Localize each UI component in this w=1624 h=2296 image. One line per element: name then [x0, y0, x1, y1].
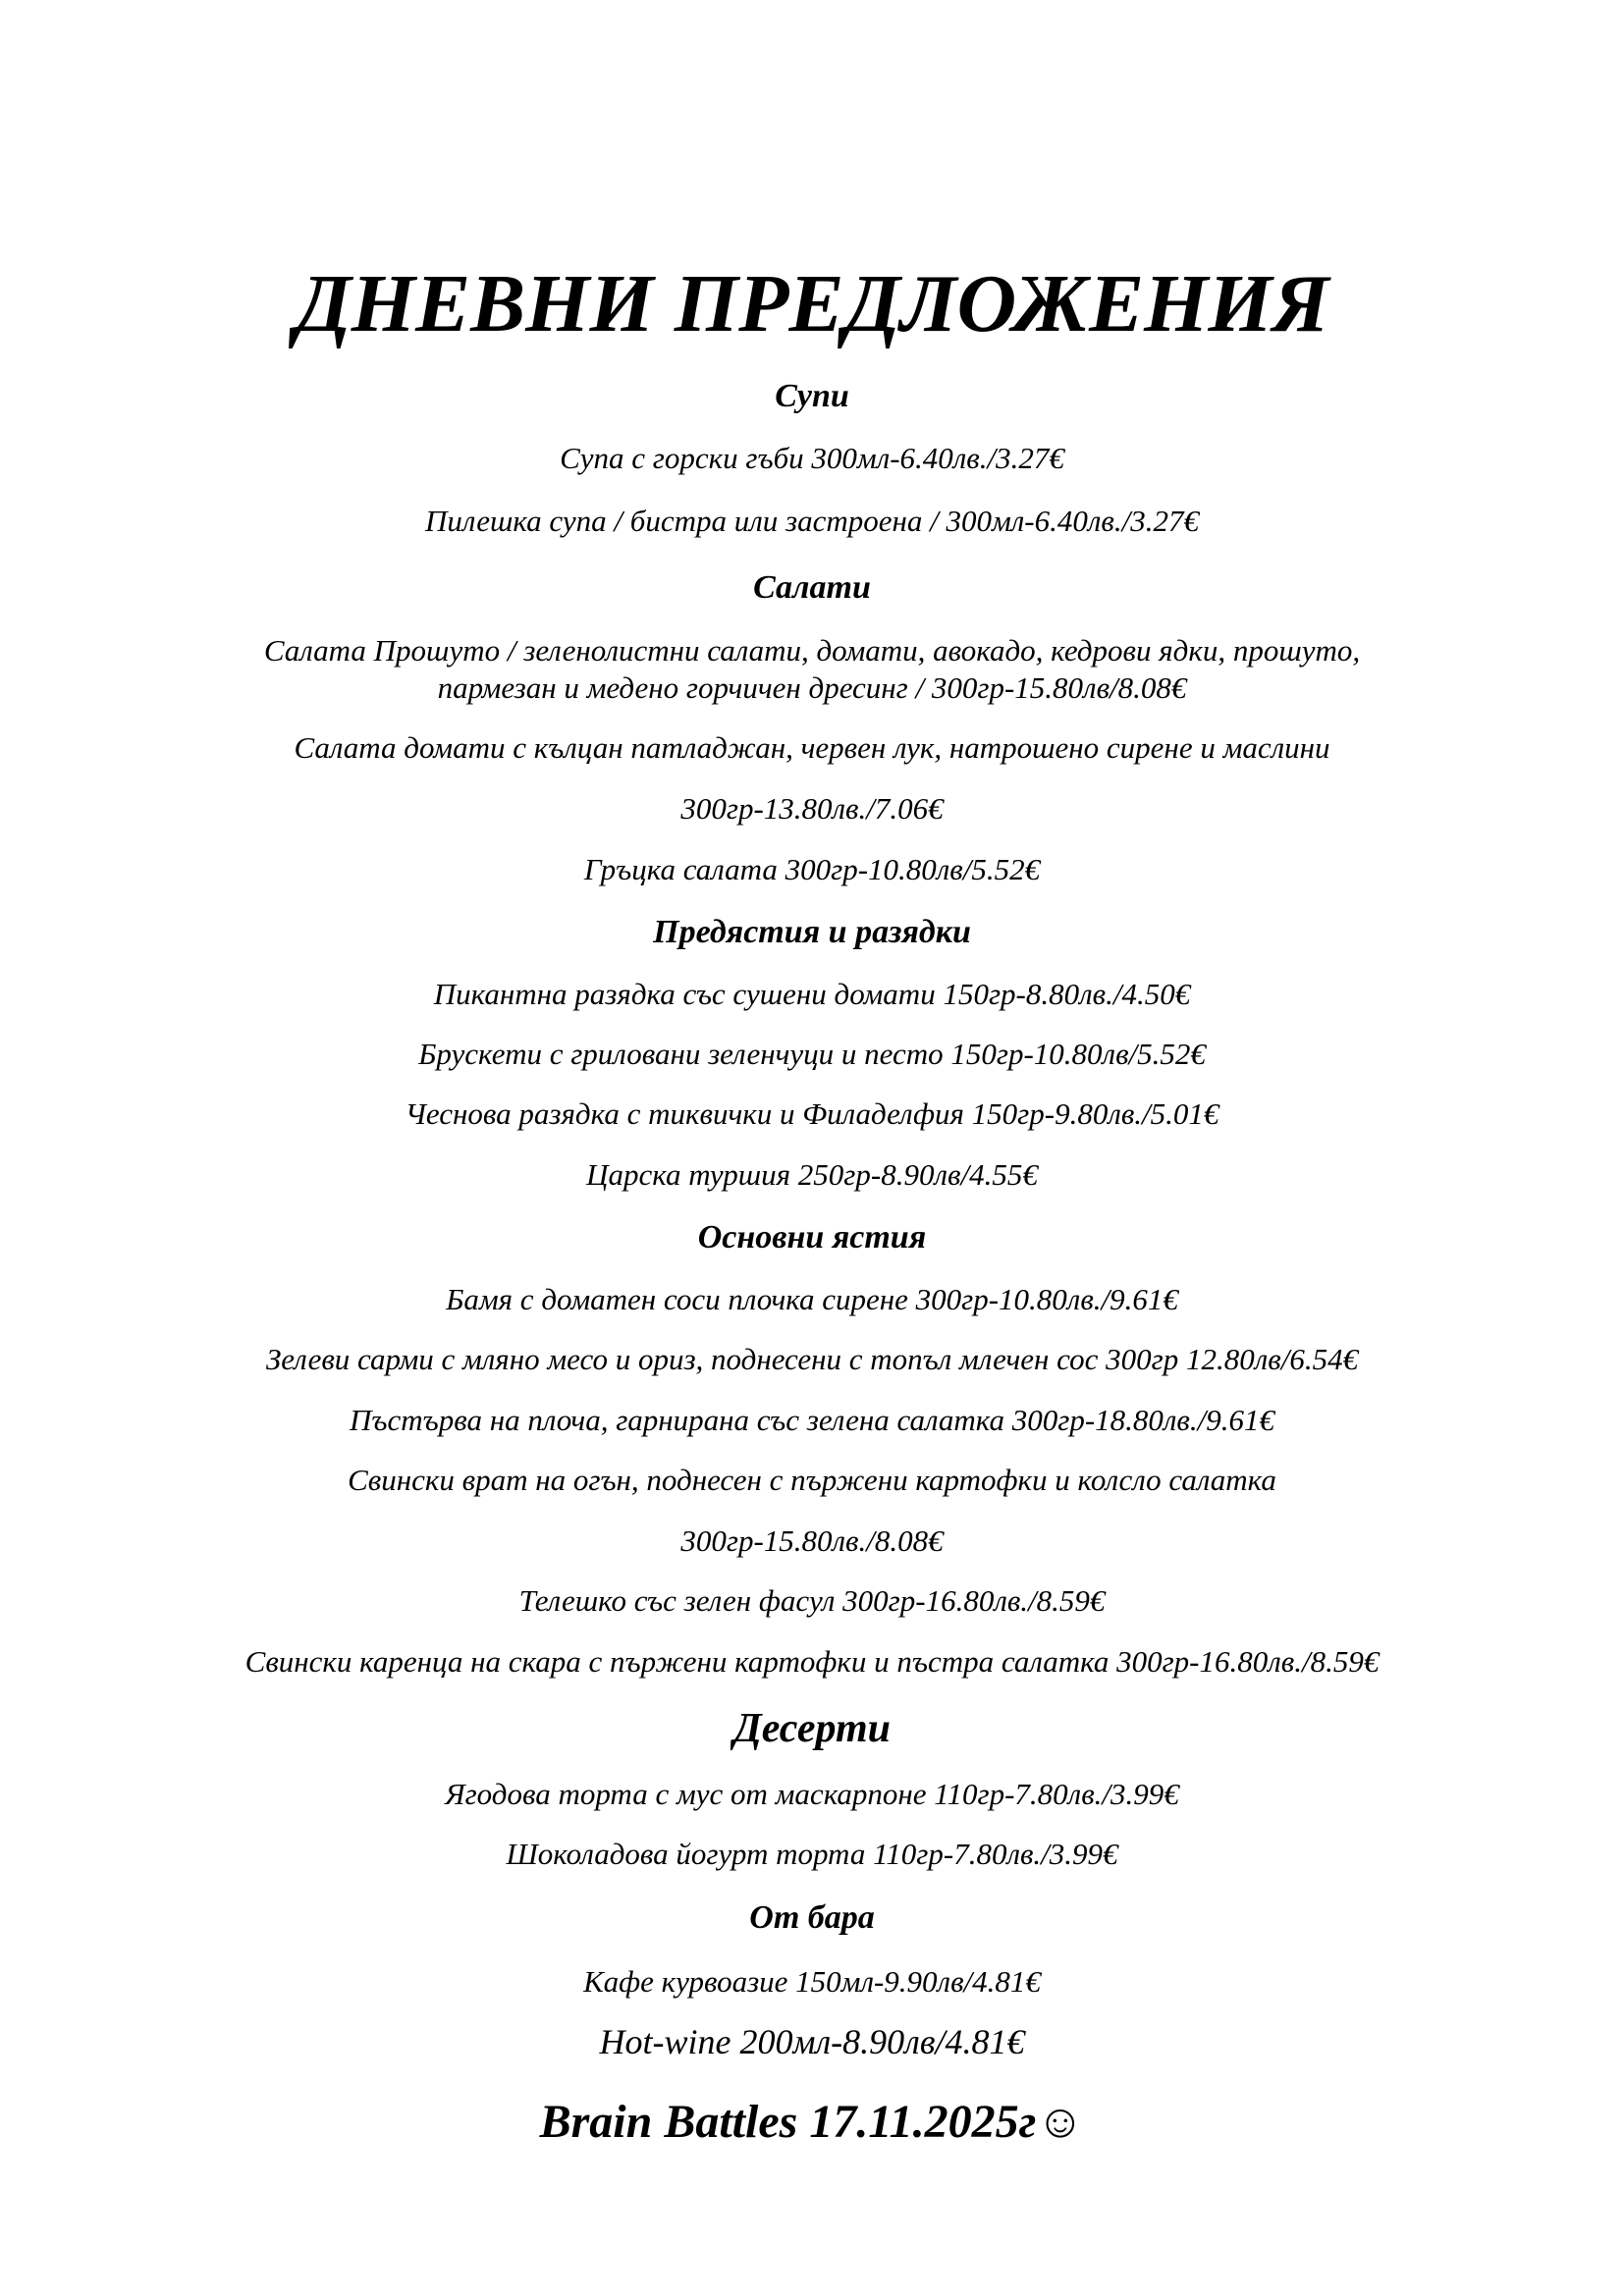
- menu-item: Салата Прошуто / зеленолистни салати, домати, авокадо, кедрови ядки, прошуто,: [263, 633, 1361, 667]
- menu-item: 300гр-13.80лв./7.06€: [680, 791, 944, 826]
- menu-item: Бамя с доматен соси плочка сирене 300гр-10.80лв./9.61€: [446, 1282, 1178, 1316]
- menu-item: Супа с горски гъби 300мл-6.40лв./3.27€: [560, 441, 1064, 475]
- menu-item: Свински каренца на скара с пържени картофки и пъстра салатка 300гр-16.80лв./8.59€: [244, 1644, 1380, 1679]
- menu-item: Салата домати с кълцан патладжан, червен лук, натрошено сирене и маслини: [294, 730, 1330, 765]
- section-heading-bar: От бара: [749, 1899, 875, 1936]
- menu-item: 300гр-15.80лв./8.08€: [680, 1523, 944, 1558]
- section-heading-desserts: Десерти: [733, 1706, 891, 1751]
- menu-item: Чеснова разядка с тиквички и Филаделфия 150гр-9.80лв./5.01€: [405, 1096, 1219, 1131]
- menu-item: Телешко със зелен фасул 300гр-16.80лв./8.59€: [518, 1583, 1106, 1618]
- menu-item: пармезан и медено горчичен дресинг / 300гр-15.80лв/8.08€: [437, 670, 1187, 705]
- section-heading-salads: Салати: [753, 569, 871, 606]
- section-heading-soups: Супи: [775, 378, 849, 414]
- event-footer: Brain Battles 17.11.2025г☺: [539, 2096, 1085, 2148]
- menu-item: Пъстърва на плоча, гарнирана със зелена салатка 300гр-18.80лв./9.61€: [349, 1403, 1274, 1437]
- menu-item: Брускети с гриловани зеленчуци и песто 150гр-10.80лв/5.52€: [418, 1037, 1206, 1071]
- page-title: ДНЕВНИ ПРЕДЛОЖЕНИЯ: [295, 258, 1329, 349]
- menu-item: Ягодова торта с мус от маскарпоне 110гр-7.80лв./3.99€: [445, 1777, 1179, 1811]
- menu-item: Царска туршия 250гр-8.90лв/4.55€: [586, 1157, 1038, 1192]
- menu-item: Пилешка супа / бистра или застроена / 300мл-6.40лв./3.27€: [425, 504, 1199, 538]
- section-heading-mains: Основни ястия: [697, 1219, 927, 1255]
- menu-item: Hot-wine 200мл-8.90лв/4.81€: [599, 2022, 1025, 2061]
- menu-item: Пикантна разядка със сушени домати 150гр-8.80лв./4.50€: [433, 977, 1191, 1011]
- menu-item: Гръцка салата 300гр-10.80лв/5.52€: [583, 852, 1041, 886]
- section-heading-starters: Предястия и разядки: [653, 914, 971, 950]
- menu-item: Зелеви сарми с мляно месо и ориз, поднесени с топъл млечен сос 300гр 12.80лв/6.54€: [265, 1342, 1359, 1376]
- menu-item: Шоколадова йогурт торта 110гр-7.80лв./3.99€: [506, 1837, 1118, 1871]
- menu-item: Свински врат на огън, поднесен с пържени картофки и колсло салатка: [348, 1463, 1276, 1497]
- menu-item: Кафе курвоазие 150мл-9.90лв/4.81€: [583, 1964, 1041, 1999]
